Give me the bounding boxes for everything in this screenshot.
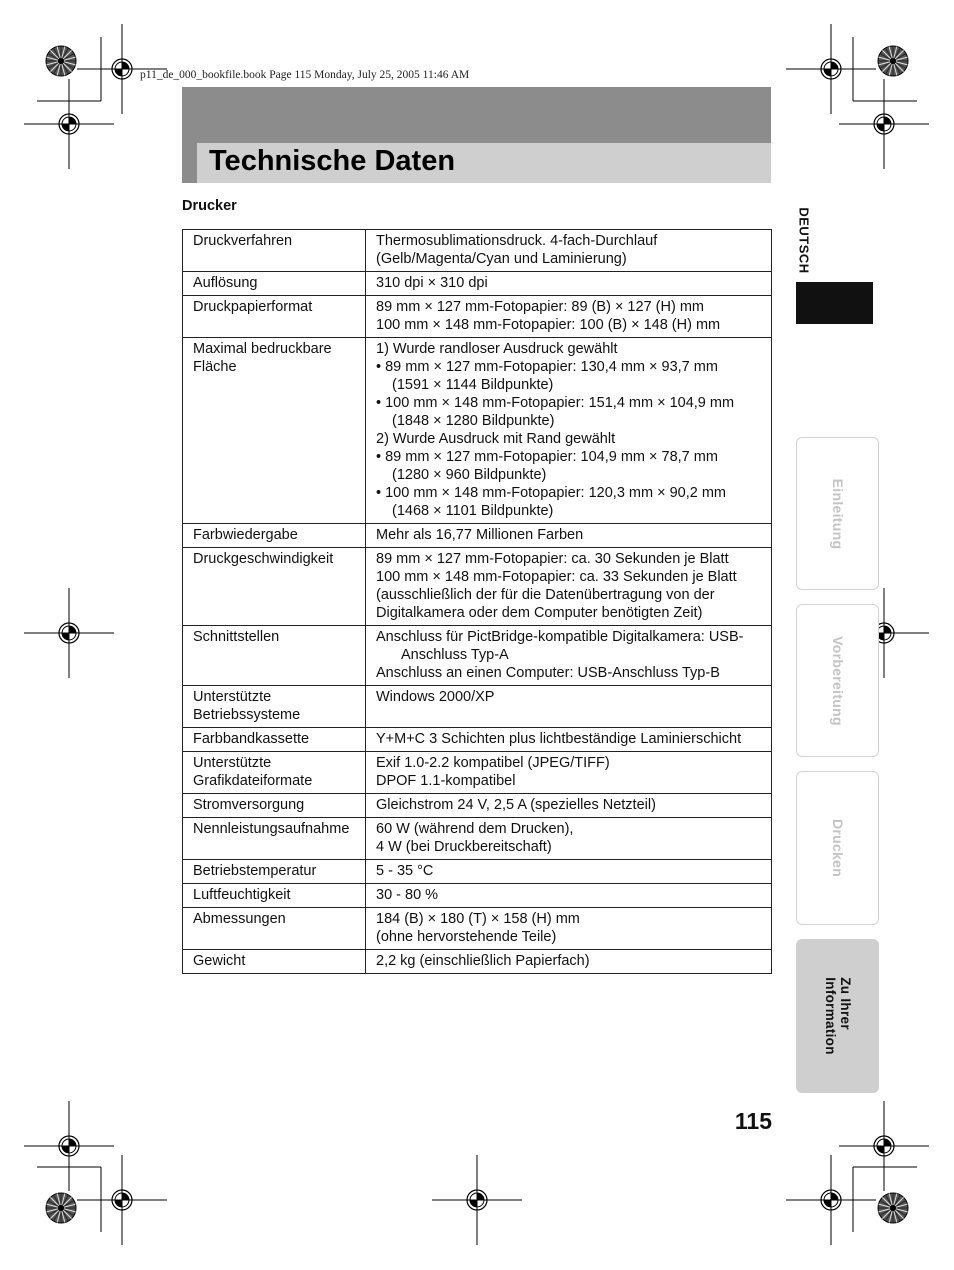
spec-value: [366, 818, 772, 860]
spec-value: [366, 626, 772, 686]
spec-key-line: Farbbandkassette: [193, 731, 310, 747]
spec-value-line: 310 dpi × 310 dpi: [376, 275, 488, 291]
spec-value-line: 4 W (bei Druckbereitschaft): [376, 839, 552, 855]
language-marker: [796, 282, 873, 324]
tab-einleitung[interactable]: [796, 437, 879, 590]
spec-value: [366, 908, 772, 950]
spec-value-line: Mehr als 16,77 Millionen Farben: [376, 527, 584, 543]
spec-value-line: 184 (B) × 180 (T) × 158 (H) mm: [376, 911, 580, 927]
spec-key: [183, 908, 366, 950]
spec-row: [183, 524, 772, 548]
spec-key-line: Abmessungen: [193, 911, 286, 927]
spec-key: [183, 626, 366, 686]
spec-value-line: DPOF 1.1-kompatibel: [376, 773, 516, 789]
spec-value: [366, 860, 772, 884]
starburst-mark: [46, 1193, 76, 1223]
spec-key-line: Farbwiedergabe: [193, 527, 298, 543]
spec-row: [183, 296, 772, 338]
spec-value-line: (ohne hervorstehende Teile): [376, 929, 557, 945]
tab-label-line: Information: [822, 977, 838, 1055]
spec-value: [366, 524, 772, 548]
spec-row: [183, 230, 772, 272]
tab-zu-ihrer-information[interactable]: [796, 939, 879, 1093]
spec-key: [183, 548, 366, 626]
starburst-mark: [46, 46, 76, 76]
spec-row: [183, 728, 772, 752]
spec-value-line: (1280 × 960 Bildpunkte): [392, 467, 547, 483]
spec-key: [183, 338, 366, 524]
spec-value-line: (1591 × 1144 Bildpunkte): [392, 377, 554, 393]
spec-value-line: 2,2 kg (einschließlich Papierfach): [376, 953, 590, 969]
spec-value: [366, 230, 772, 272]
spec-key: [183, 860, 366, 884]
spec-value-line: Windows 2000/XP: [376, 689, 495, 705]
spec-row: [183, 908, 772, 950]
language-label-text: DEUTSCH: [796, 207, 812, 274]
spec-row: [183, 794, 772, 818]
tab-drucken[interactable]: [796, 771, 879, 925]
spec-key: [183, 524, 366, 548]
spec-value-line: 1) Wurde randloser Ausdruck gewählt: [376, 341, 618, 357]
spec-value-line: Gleichstrom 24 V, 2,5 A (spezielles Netzteil): [376, 797, 656, 813]
spec-value: [366, 884, 772, 908]
spec-row: [183, 860, 772, 884]
spec-key: [183, 272, 366, 296]
spec-value-line: (1848 × 1280 Bildpunkte): [392, 413, 555, 429]
spec-value-line: 89 mm × 127 mm-Fotopapier: ca. 30 Sekunden je Blatt: [376, 551, 729, 567]
spec-key-line: Druckgeschwindigkeit: [193, 551, 334, 567]
spec-value-line: 89 mm × 127 mm-Fotopapier: 89 (B) × 127 (H) mm: [376, 299, 704, 315]
spec-key: [183, 794, 366, 818]
page-number: 115: [734, 1108, 772, 1134]
spec-value-line: Anschluss an einen Computer: USB-Anschluss Typ-B: [376, 665, 720, 681]
starburst-mark: [878, 1193, 908, 1223]
spec-value-line: (1468 × 1101 Bildpunkte): [392, 503, 554, 519]
spec-key-line: Druckpapierformat: [193, 299, 313, 315]
spec-value-line: 2) Wurde Ausdruck mit Rand gewählt: [376, 431, 616, 447]
spec-key: [183, 728, 366, 752]
starburst-mark: [878, 46, 908, 76]
title-band-stripe: [182, 143, 197, 183]
spec-row: [183, 548, 772, 626]
spec-key: [183, 686, 366, 728]
spec-key: [183, 950, 366, 974]
spec-value-line: Digitalkamera oder dem Computer benötigten Zeit): [376, 605, 703, 621]
spec-key-line: Gewicht: [193, 953, 246, 969]
spec-value-line: 100 mm × 148 mm-Fotopapier: 100 (B) × 148 (H) mm: [376, 317, 721, 333]
print-header-file-info: p11_de_000_bookfile.book Page 115 Monday, July 25, 2005 11:46 AM: [140, 69, 470, 81]
spec-value-line: • 89 mm × 127 mm-Fotopapier: 104,9 mm × 78,7 mm: [376, 449, 718, 465]
spec-key: [183, 752, 366, 794]
spec-value: [366, 296, 772, 338]
tab-label: Einleitung: [829, 478, 846, 549]
spec-value-line: Y+M+C 3 Schichten plus lichtbeständige Laminierschicht: [376, 731, 742, 747]
spec-value: [366, 686, 772, 728]
section-heading: Drucker: [182, 198, 237, 214]
spec-value-line: 60 W (während dem Drucken),: [376, 821, 574, 837]
spec-value-line: 5 - 35 °C: [376, 863, 434, 879]
spec-key-line: Schnittstellen: [193, 629, 280, 645]
spec-value-line: Thermosublimationsdruck. 4-fach-Durchlauf: [376, 233, 658, 249]
spec-value-line: Anschluss für PictBridge-kompatible Digitalkamera: USB-: [376, 629, 744, 645]
spec-value-line: Exif 1.0-2.2 kompatibel (JPEG/TIFF): [376, 755, 610, 771]
spec-key-line: Auflösung: [193, 275, 258, 291]
spec-key-line: Luftfeuchtigkeit: [193, 887, 291, 903]
spec-key-line: Maximal bedruckbare: [193, 341, 332, 357]
page-title: Technische Daten: [209, 145, 456, 177]
tab-label-line: Zu Ihrer: [837, 977, 853, 1030]
spec-value: [366, 752, 772, 794]
spec-value-line: (Gelb/Magenta/Cyan und Laminierung): [376, 251, 627, 267]
spec-key-line: Betriebssysteme: [193, 707, 301, 723]
spec-value: [366, 950, 772, 974]
spec-value-line: (ausschließlich der für die Datenübertragung von der: [376, 587, 715, 603]
spec-value: [366, 728, 772, 752]
spec-value-line: Anschluss Typ-A: [401, 647, 509, 663]
spec-key-line: Betriebstemperatur: [193, 863, 317, 879]
spec-key-line: Druckverfahren: [193, 233, 293, 249]
spec-value-line: 30 - 80 %: [376, 887, 439, 903]
spec-key: [183, 296, 366, 338]
tab-vorbereitung[interactable]: [796, 604, 879, 757]
spec-row: [183, 272, 772, 296]
tab-label: Drucken: [829, 818, 846, 878]
spec-key-line: Unterstützte: [193, 689, 272, 705]
spec-row: [183, 884, 772, 908]
spec-key: [183, 884, 366, 908]
spec-value-line: • 100 mm × 148 mm-Fotopapier: 120,3 mm × 90,2 mm: [376, 485, 726, 501]
spec-table: [182, 229, 772, 974]
spec-key: [183, 230, 366, 272]
spec-row: [183, 950, 772, 974]
spec-row: [183, 626, 772, 686]
spec-key-line: Fläche: [193, 359, 237, 375]
spec-key-line: Nennleistungsaufnahme: [193, 821, 350, 837]
spec-value: [366, 272, 772, 296]
spec-value: [366, 548, 772, 626]
spec-row: [183, 818, 772, 860]
spec-key: [183, 818, 366, 860]
spec-row: [183, 752, 772, 794]
spec-row: [183, 338, 772, 524]
spec-value: [366, 338, 772, 524]
spec-key-line: Grafikdateiformate: [193, 773, 313, 789]
spec-value-line: 100 mm × 148 mm-Fotopapier: ca. 33 Sekunden je Blatt: [376, 569, 737, 585]
tab-label: Vorbereitung: [829, 635, 846, 726]
spec-key-line: Stromversorgung: [193, 797, 305, 813]
tab-label: [823, 977, 853, 1055]
spec-value: [366, 794, 772, 818]
spec-value-line: • 100 mm × 148 mm-Fotopapier: 151,4 mm × 104,9 mm: [376, 395, 735, 411]
spec-value-line: • 89 mm × 127 mm-Fotopapier: 130,4 mm × 93,7 mm: [376, 359, 718, 375]
language-label: [780, 198, 828, 288]
spec-row: [183, 686, 772, 728]
title-band-top: [182, 87, 771, 143]
spec-key-line: Unterstützte: [193, 755, 272, 771]
title-band: [182, 143, 771, 183]
